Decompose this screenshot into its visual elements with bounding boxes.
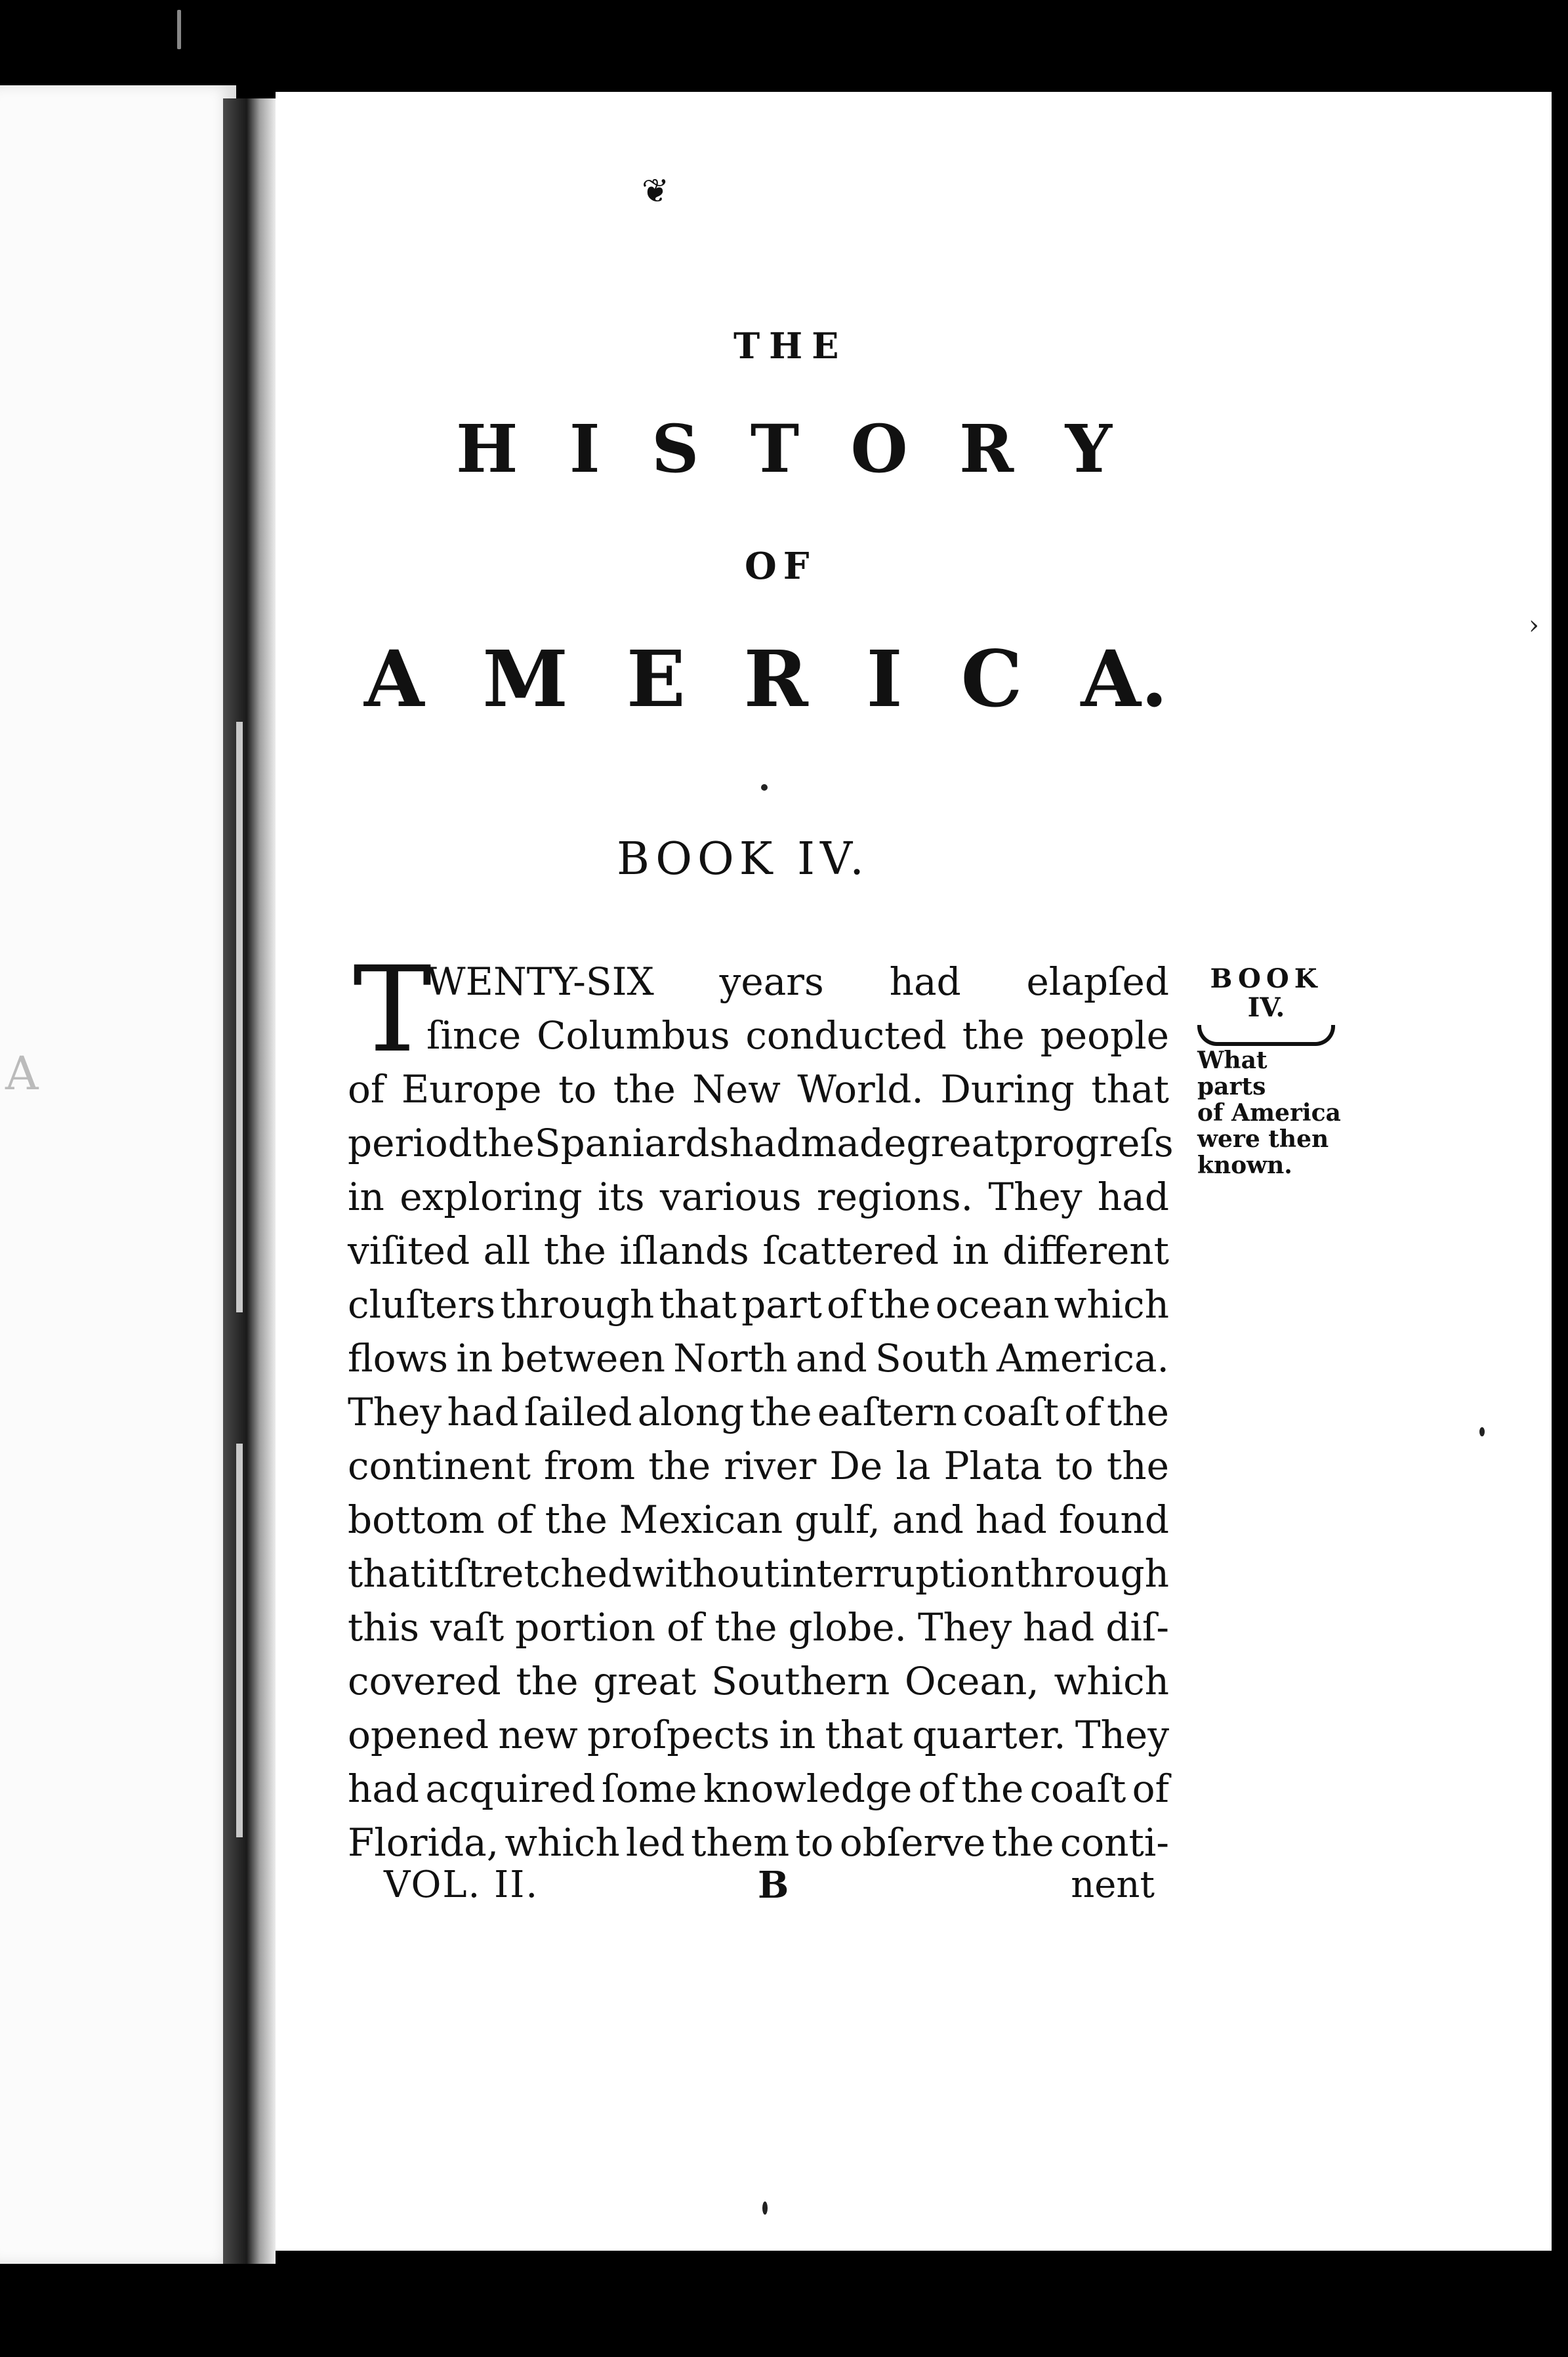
- word: the: [714, 1605, 777, 1650]
- body-line: [348, 1385, 1169, 1439]
- word: it: [426, 1551, 453, 1596]
- title-america-letter: R: [743, 633, 808, 724]
- body-line: [348, 1708, 1169, 1762]
- title-history-letter: Y: [1065, 410, 1112, 488]
- word: covered: [348, 1659, 501, 1703]
- signature-mark: B: [758, 1864, 789, 1907]
- word: They: [918, 1605, 1012, 1650]
- word: Southern: [711, 1659, 890, 1703]
- word: that: [348, 1551, 426, 1596]
- ornament-mark: ❦: [642, 172, 669, 210]
- word: the: [613, 1067, 676, 1112]
- title-america-letter: C: [960, 633, 1023, 724]
- word: through: [500, 1282, 655, 1327]
- word: ſtretched: [453, 1551, 632, 1596]
- word: different: [1002, 1228, 1169, 1273]
- ink-speck: [762, 2201, 768, 2215]
- title-the: THE: [733, 325, 848, 367]
- word: had: [447, 1390, 519, 1434]
- word: its: [597, 1175, 645, 1219]
- word: of: [918, 1766, 956, 1811]
- word: the: [472, 1121, 535, 1165]
- word: diſ-: [1105, 1605, 1169, 1650]
- word: had: [889, 959, 961, 1004]
- book-gutter: [223, 98, 276, 2264]
- word: to: [558, 1067, 597, 1112]
- title-history: [456, 410, 1112, 488]
- word: them: [691, 1820, 790, 1865]
- title-history-letter: R: [959, 410, 1014, 488]
- title-of: OF: [745, 545, 816, 588]
- body-line: [348, 1654, 1169, 1708]
- word: in: [456, 1336, 493, 1381]
- word: coaſt: [1029, 1766, 1126, 1811]
- word: elapſed: [1026, 959, 1169, 1004]
- word: conducted: [745, 1013, 947, 1058]
- word: ſome: [601, 1766, 697, 1811]
- word: viſited: [348, 1228, 470, 1273]
- left-page: [0, 85, 236, 2264]
- word: the: [991, 1820, 1054, 1865]
- word: part: [741, 1282, 822, 1327]
- word: along: [637, 1390, 745, 1434]
- word: great: [593, 1659, 697, 1703]
- word: South: [875, 1336, 989, 1381]
- word: in: [952, 1228, 989, 1273]
- body-line: [348, 1493, 1169, 1547]
- word: had: [1023, 1605, 1095, 1650]
- margin-note: [1191, 965, 1342, 1178]
- word: which: [1054, 1659, 1169, 1703]
- brace-icon: [1197, 1025, 1335, 1046]
- word: America.: [997, 1336, 1169, 1381]
- word: to: [1055, 1444, 1094, 1488]
- body-line: [348, 1331, 1169, 1385]
- title-america-letter: I: [866, 633, 903, 724]
- body-line: [348, 1600, 1169, 1654]
- word: to: [795, 1820, 834, 1865]
- word: period: [348, 1121, 472, 1165]
- title-america-letter: A.: [1081, 633, 1168, 724]
- word: cluſters: [348, 1282, 495, 1327]
- word: Mexican: [619, 1497, 783, 1542]
- word: ſailed: [524, 1390, 632, 1434]
- word: the: [516, 1659, 579, 1703]
- word: vaſt: [430, 1605, 505, 1650]
- word: portion: [515, 1605, 656, 1650]
- body-line: [348, 1062, 1169, 1116]
- word: They: [1075, 1713, 1169, 1757]
- word: through: [1014, 1551, 1169, 1596]
- word: great: [906, 1121, 1010, 1165]
- word: the: [543, 1228, 606, 1273]
- word: interruption: [779, 1551, 1015, 1596]
- body-text: [348, 942, 1174, 1869]
- word: had: [1097, 1175, 1169, 1219]
- word: of: [1132, 1766, 1169, 1811]
- word: had: [975, 1497, 1047, 1542]
- word: Ocean,: [905, 1659, 1039, 1703]
- book-heading: BOOK IV.: [617, 833, 869, 885]
- word: flows: [348, 1336, 449, 1381]
- word: conti-: [1060, 1820, 1169, 1865]
- word: of: [1064, 1390, 1102, 1434]
- word: of: [496, 1497, 533, 1542]
- word: of: [667, 1605, 704, 1650]
- title-america-letter: M: [482, 633, 569, 724]
- word: that: [825, 1713, 903, 1757]
- word: river: [724, 1444, 817, 1488]
- word: the: [962, 1013, 1025, 1058]
- left-page-letter: A: [5, 1047, 39, 1100]
- word: knowledge: [703, 1766, 913, 1811]
- word: all: [483, 1228, 531, 1273]
- body-line: [348, 1547, 1169, 1600]
- margin-note-caption-line: of America: [1197, 1099, 1341, 1127]
- word: De: [829, 1444, 883, 1488]
- word: Columbus: [537, 1013, 730, 1058]
- title-history-letter: H: [456, 410, 518, 488]
- body-line: [348, 1170, 1169, 1224]
- word: had: [348, 1766, 420, 1811]
- word: the: [1106, 1444, 1169, 1488]
- word: regions.: [816, 1175, 974, 1219]
- ink-speck: [761, 784, 768, 791]
- word: made: [800, 1121, 907, 1165]
- word: ocean: [935, 1282, 1050, 1327]
- ink-speck: [177, 10, 181, 49]
- title-history-letter: S: [651, 410, 699, 488]
- body-line: [348, 955, 1169, 1009]
- word: years: [719, 959, 824, 1004]
- title-america: [364, 633, 1168, 724]
- body-line: [348, 1762, 1169, 1816]
- word: people: [1040, 1013, 1169, 1058]
- margin-note-caption-line: What parts: [1197, 1047, 1268, 1100]
- word: proſpects: [587, 1713, 770, 1757]
- word: acquired: [425, 1766, 596, 1811]
- word: They: [348, 1390, 442, 1434]
- drop-cap: T: [353, 942, 432, 1079]
- body-line: [348, 1224, 1169, 1278]
- word: New: [692, 1067, 781, 1112]
- title-history-letter: I: [569, 410, 600, 488]
- word: the: [868, 1282, 931, 1327]
- word: exploring: [400, 1175, 583, 1219]
- word: in: [348, 1175, 384, 1219]
- word: that: [1091, 1067, 1169, 1112]
- word: found: [1058, 1497, 1169, 1542]
- word: that: [659, 1282, 737, 1327]
- word: la: [896, 1444, 931, 1488]
- body-line: [348, 1816, 1169, 1869]
- word: North: [673, 1336, 788, 1381]
- word: which: [1054, 1282, 1169, 1327]
- word: Europe: [401, 1067, 542, 1112]
- word: new: [498, 1713, 578, 1757]
- word: bottom: [348, 1497, 485, 1542]
- margin-note-caption-line: known.: [1197, 1152, 1292, 1179]
- body-line: [348, 1439, 1169, 1493]
- word: Florida,: [348, 1820, 499, 1865]
- word: opened: [348, 1713, 489, 1757]
- word: of: [348, 1067, 385, 1112]
- body-line: [348, 1116, 1174, 1170]
- word: They: [988, 1175, 1083, 1219]
- title-america-letter: A: [364, 633, 424, 724]
- word: which: [505, 1820, 620, 1865]
- word: World.: [797, 1067, 924, 1112]
- word: obſerve: [839, 1820, 986, 1865]
- word: globe.: [788, 1605, 907, 1650]
- word: from: [544, 1444, 636, 1488]
- word: had: [729, 1121, 801, 1165]
- word: and: [795, 1336, 867, 1381]
- word: the: [648, 1444, 711, 1488]
- ink-speck: [1479, 1427, 1485, 1436]
- gutter-highlight: [236, 1444, 243, 1837]
- word: the: [749, 1390, 812, 1434]
- margin-note-caption-line: were then: [1197, 1125, 1329, 1153]
- word: the: [1106, 1390, 1169, 1434]
- word: various: [659, 1175, 802, 1219]
- word: of: [827, 1282, 864, 1327]
- catchword: nent: [1071, 1864, 1155, 1906]
- word: eaſtern: [817, 1390, 957, 1434]
- word: ſcattered: [762, 1228, 939, 1273]
- body-line: [348, 1009, 1169, 1062]
- word: coaſt: [962, 1390, 1059, 1434]
- word: between: [501, 1336, 665, 1381]
- margin-note-book: BOOK: [1210, 963, 1323, 994]
- word: WENTY-SIX: [426, 959, 654, 1004]
- word: led: [625, 1820, 685, 1865]
- word: ſince: [426, 1013, 522, 1058]
- word: continent: [348, 1444, 531, 1488]
- word: gulf,: [794, 1497, 880, 1542]
- edge-mark: ›: [1529, 610, 1539, 640]
- gutter-highlight: [236, 722, 243, 1312]
- title-america-letter: E: [626, 633, 686, 724]
- word: Spaniards: [534, 1121, 730, 1165]
- word: the: [545, 1497, 608, 1542]
- word: in: [779, 1713, 816, 1757]
- word: the: [961, 1766, 1024, 1811]
- margin-note-volume: IV.: [1247, 992, 1285, 1023]
- word: iſlands: [619, 1228, 749, 1273]
- body-line: [348, 1278, 1169, 1331]
- word: and: [892, 1497, 964, 1542]
- title-history-letter: T: [750, 410, 800, 488]
- volume-signature: VOL. II.: [384, 1864, 539, 1906]
- word: quarter.: [912, 1713, 1066, 1757]
- word: During: [940, 1067, 1075, 1112]
- word: without: [632, 1551, 780, 1596]
- title-history-letter: O: [850, 410, 908, 488]
- word: Plata: [943, 1444, 1042, 1488]
- word: progreſs: [1009, 1121, 1174, 1165]
- word: this: [348, 1605, 419, 1650]
